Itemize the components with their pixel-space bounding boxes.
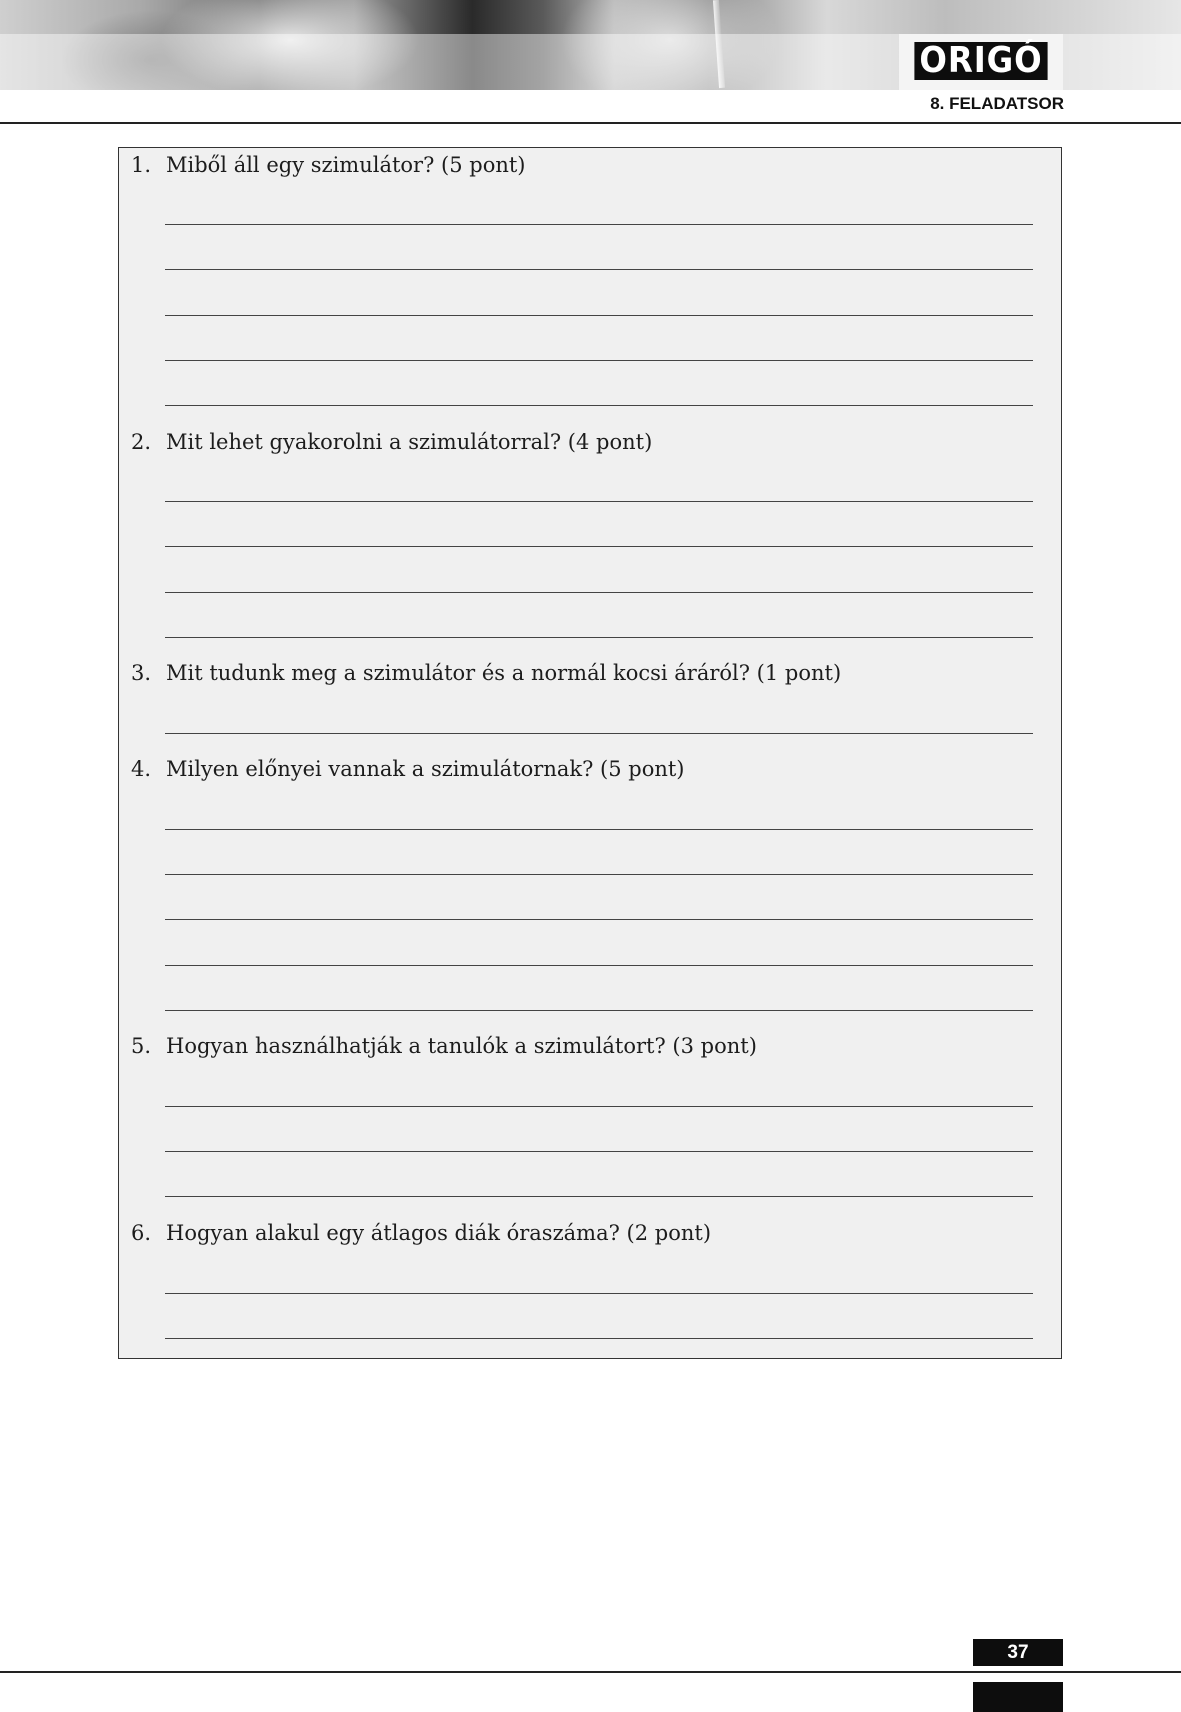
- footer-divider: [0, 1671, 1181, 1673]
- answer-line[interactable]: [165, 829, 1033, 830]
- question-sheet: [118, 147, 1062, 1359]
- origo-logo: ORIGÓ: [914, 42, 1047, 80]
- footer-tab: [973, 1682, 1063, 1712]
- question-number: 1.: [131, 153, 152, 177]
- answer-line[interactable]: [165, 874, 1033, 875]
- question-number: 6.: [131, 1221, 152, 1245]
- answer-line[interactable]: [165, 637, 1033, 638]
- question-text: Miből áll egy szimulátor? (5 pont): [166, 153, 526, 177]
- series-label: 8. FELADATSOR: [930, 94, 1064, 113]
- answer-line[interactable]: [165, 919, 1033, 920]
- question-text: Milyen előnyei vannak a szimulátornak? (5 pont): [166, 757, 685, 781]
- question-number: 5.: [131, 1034, 152, 1058]
- answer-line[interactable]: [165, 1338, 1033, 1339]
- answer-line[interactable]: [165, 405, 1033, 406]
- question-number: 4.: [131, 757, 152, 781]
- answer-line[interactable]: [165, 501, 1033, 502]
- answer-line[interactable]: [165, 315, 1033, 316]
- answer-line[interactable]: [165, 224, 1033, 225]
- header-divider: [0, 122, 1181, 124]
- question-text: Mit tudunk meg a szimulátor és a normál kocsi áráról? (1 pont): [166, 661, 842, 685]
- page-number: 37: [973, 1639, 1063, 1666]
- question-text: Hogyan alakul egy átlagos diák óraszáma? (2 pont): [166, 1221, 712, 1245]
- answer-line[interactable]: [165, 1196, 1033, 1197]
- answer-line[interactable]: [165, 733, 1033, 734]
- answer-line[interactable]: [165, 269, 1033, 270]
- answer-line[interactable]: [165, 1151, 1033, 1152]
- answer-line[interactable]: [165, 546, 1033, 547]
- answer-line[interactable]: [165, 592, 1033, 593]
- answer-line[interactable]: [165, 1293, 1033, 1294]
- answer-line[interactable]: [165, 360, 1033, 361]
- question-number: 3.: [131, 661, 152, 685]
- answer-line[interactable]: [165, 1106, 1033, 1107]
- answer-line[interactable]: [165, 1010, 1033, 1011]
- answer-line[interactable]: [165, 965, 1033, 966]
- question-text: Hogyan használhatják a tanulók a szimulátort? (3 pont): [166, 1034, 757, 1058]
- question-text: Mit lehet gyakorolni a szimulátorral? (4 pont): [166, 430, 653, 454]
- question-number: 2.: [131, 430, 152, 454]
